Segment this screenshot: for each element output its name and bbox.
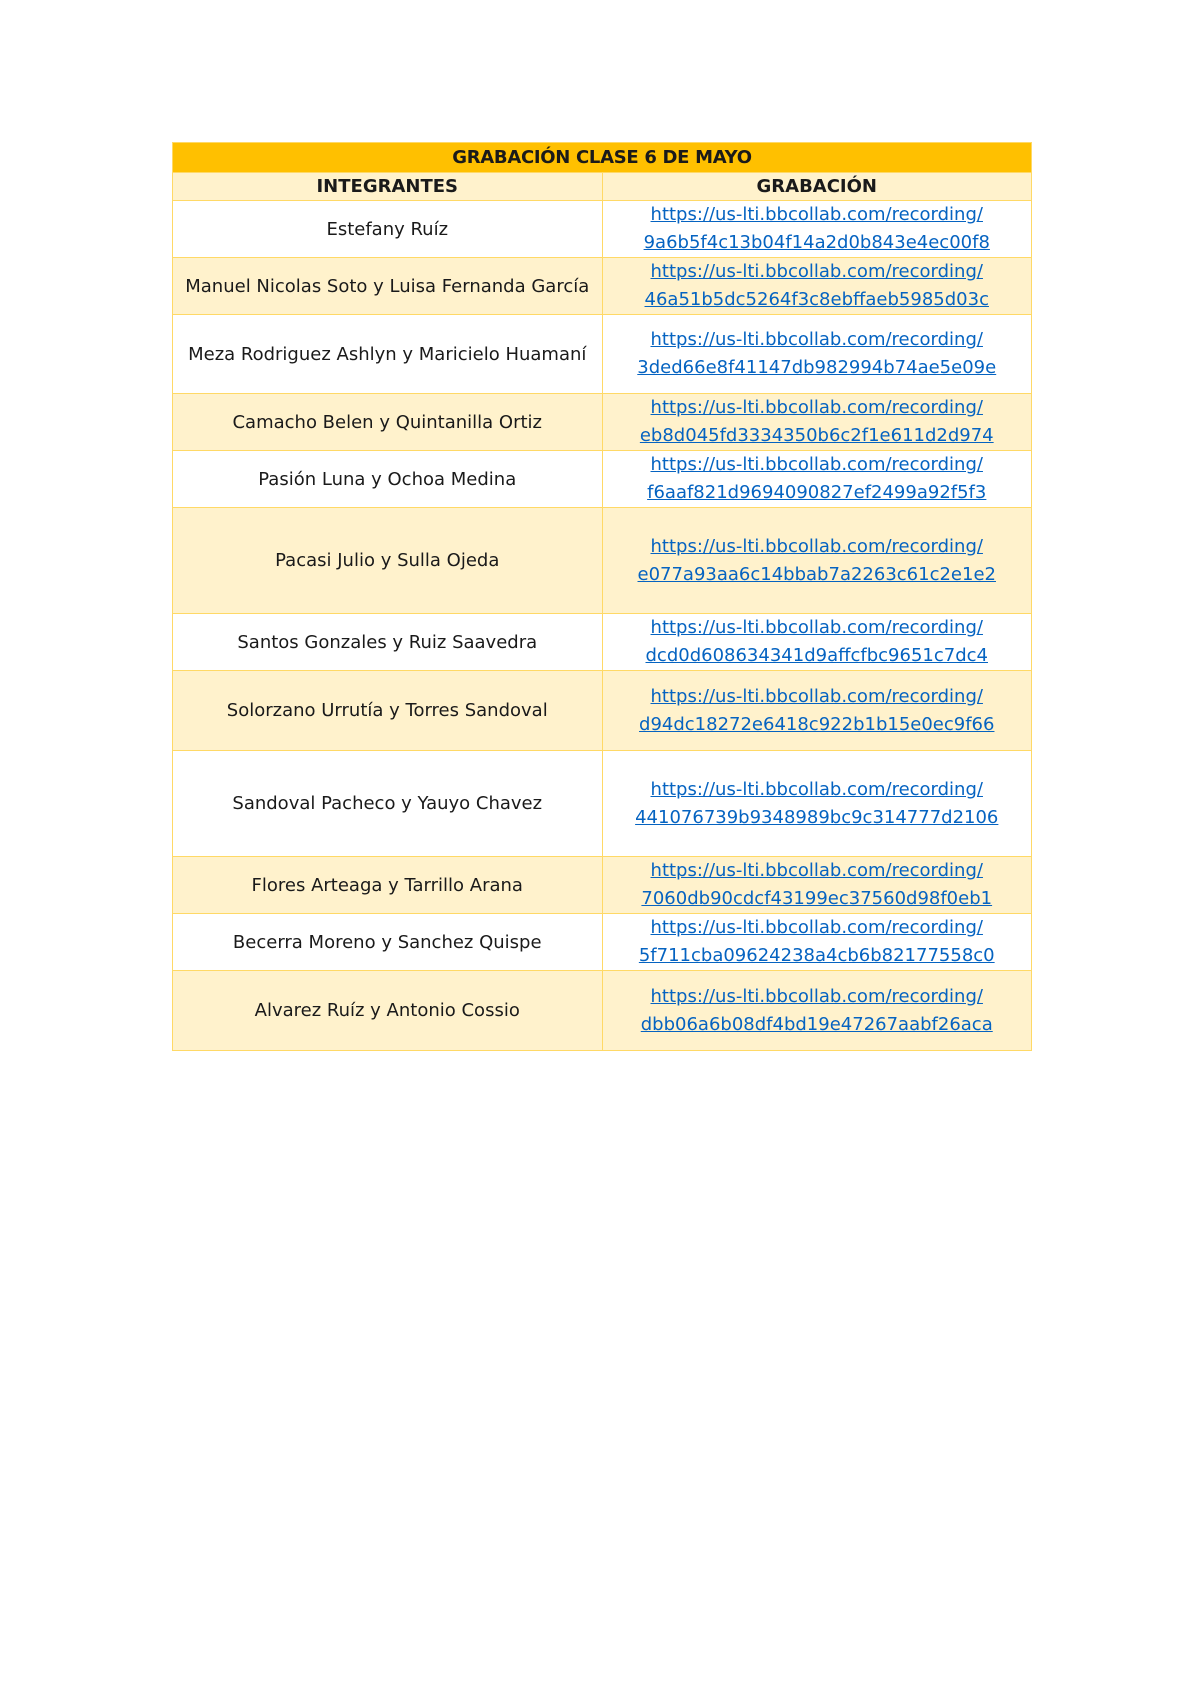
member-names-cell: Flores Arteaga y Tarrillo Arana: [173, 857, 603, 914]
member-names-cell: Camacho Belen y Quintanilla Ortiz: [173, 394, 603, 451]
member-names-cell: Alvarez Ruíz y Antonio Cossio: [173, 971, 603, 1051]
recording-link-url: https://us-lti.bbcollab.com/recording/: [650, 261, 983, 282]
table-row: [173, 671, 1032, 751]
table-row: [173, 508, 1032, 614]
recording-cell: [602, 394, 1032, 451]
table-row: [173, 614, 1032, 671]
recording-cell: [602, 671, 1032, 751]
recording-link[interactable]: [640, 394, 994, 450]
recording-cell: [602, 258, 1032, 315]
recording-link-id: e077a93aa6c14bbab7a2263c61c2e1e2: [637, 563, 996, 585]
recording-link[interactable]: [637, 326, 996, 382]
recording-cell: [602, 857, 1032, 914]
member-names-cell: Santos Gonzales y Ruiz Saavedra: [173, 614, 603, 671]
recording-link-url: https://us-lti.bbcollab.com/recording/: [650, 778, 983, 800]
recording-link[interactable]: [635, 776, 998, 832]
recording-link-id: 5f711cba09624238a4cb6b82177558c0: [638, 945, 995, 966]
member-names-cell: Pacasi Julio y Sulla Ojeda: [173, 508, 603, 614]
recording-link-id: 46a51b5dc5264f3c8ebffaeb5985d03c: [644, 289, 989, 310]
recordings-table: [172, 142, 1032, 1051]
recording-link-id: d94dc18272e6418c922b1b15e0ec9f66: [639, 713, 995, 735]
member-names-cell: Meza Rodriguez Ashlyn y Maricielo Huamaní: [173, 315, 603, 394]
recording-link-url: https://us-lti.bbcollab.com/recording/: [650, 454, 983, 475]
table-row: [173, 315, 1032, 394]
recording-link-url: https://us-lti.bbcollab.com/recording/: [650, 685, 983, 707]
recording-link[interactable]: [639, 914, 995, 970]
recording-link-url: https://us-lti.bbcollab.com/recording/: [650, 397, 983, 418]
recording-link[interactable]: [641, 983, 993, 1039]
table-title: GRABACIÓN CLASE 6 DE MAYO: [173, 143, 1032, 173]
recording-link-id: 7060db90cdcf43199ec37560d98f0eb1: [641, 888, 993, 909]
recording-cell: [602, 614, 1032, 671]
table-row: [173, 201, 1032, 258]
table-row: [173, 971, 1032, 1051]
recording-cell: [602, 201, 1032, 258]
recording-link-id: eb8d045fd3334350b6c2f1e611d2d974: [639, 425, 994, 446]
table-row: [173, 751, 1032, 857]
member-names-cell: Solorzano Urrutía y Torres Sandoval: [173, 671, 603, 751]
header-grabacion: GRABACIÓN: [602, 173, 1032, 201]
recording-cell: [602, 971, 1032, 1051]
recording-link-url: https://us-lti.bbcollab.com/recording/: [650, 860, 983, 881]
recording-link-url: https://us-lti.bbcollab.com/recording/: [650, 204, 983, 225]
recording-link-id: 3ded66e8f41147db982994b74ae5e09e: [637, 357, 997, 378]
recording-cell: [602, 751, 1032, 857]
recording-cell: [602, 914, 1032, 971]
recording-link-url: https://us-lti.bbcollab.com/recording/: [650, 329, 983, 350]
table-row: [173, 914, 1032, 971]
recording-link[interactable]: [644, 201, 990, 257]
member-names-cell: Pasión Luna y Ochoa Medina: [173, 451, 603, 508]
member-names-cell: Estefany Ruíz: [173, 201, 603, 258]
recording-link-url: https://us-lti.bbcollab.com/recording/: [650, 917, 983, 938]
recording-link-id: dbb06a6b08df4bd19e47267aabf26aca: [640, 1013, 993, 1035]
recording-link-url: https://us-lti.bbcollab.com/recording/: [650, 617, 983, 638]
member-names-cell: Becerra Moreno y Sanchez Quispe: [173, 914, 603, 971]
member-names-cell: Sandoval Pacheco y Yauyo Chavez: [173, 751, 603, 857]
recording-link-id: f6aaf821d9694090827ef2499a92f5f3: [647, 482, 987, 503]
table-row: [173, 394, 1032, 451]
recording-link-id: 9a6b5f4c13b04f14a2d0b843e4ec00f8: [643, 232, 990, 253]
recording-link[interactable]: [641, 857, 992, 913]
recording-cell: [602, 508, 1032, 614]
recording-cell: [602, 451, 1032, 508]
recording-link-id: dcd0d608634341d9affcfbc9651c7dc4: [645, 645, 988, 666]
header-integrantes: INTEGRANTES: [173, 173, 603, 201]
recording-link[interactable]: [647, 451, 986, 507]
member-names-cell: Manuel Nicolas Soto y Luisa Fernanda García: [173, 258, 603, 315]
recording-cell: [602, 315, 1032, 394]
recording-link[interactable]: [638, 533, 996, 589]
recording-link-url: https://us-lti.bbcollab.com/recording/: [650, 985, 983, 1007]
recording-link-url: https://us-lti.bbcollab.com/recording/: [650, 535, 983, 557]
table-row: [173, 258, 1032, 315]
table-row: [173, 857, 1032, 914]
recording-link-id: 441076739b9348989bc9c314777d2106: [635, 806, 999, 828]
recording-link[interactable]: [646, 614, 989, 670]
recording-link[interactable]: [639, 683, 994, 739]
table-row: [173, 451, 1032, 508]
recording-link[interactable]: [645, 258, 989, 314]
